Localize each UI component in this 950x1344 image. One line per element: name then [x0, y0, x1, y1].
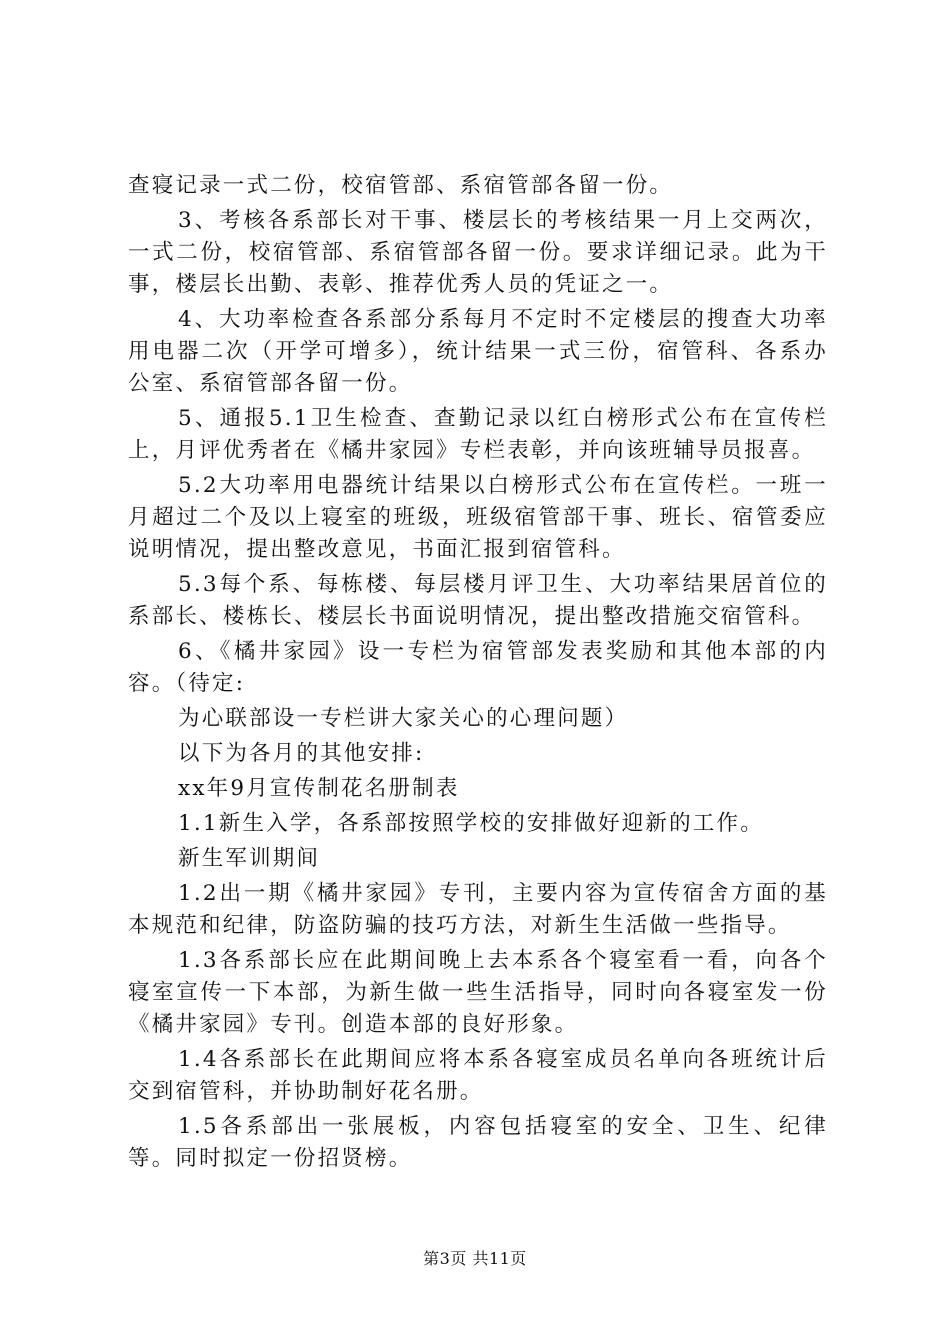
paragraph-3: 4、大功率检查各系部分系每月不定时不定楼层的搜查大功率用电器二次（开学可增多），统计结果一式三份，宿管科、各系办公室、系宿管部各留一份。: [128, 307, 828, 396]
paragraph-2: 3、考核各系部长对干事、楼层长的考核结果一月上交两次，一式二份，校宿管部、系宿管部各留一份。要求详细记录。此为干事，楼层长出勤、表彰、推荐优秀人员的凭证之一。: [128, 208, 828, 297]
paragraph-13: 1.2出一期《橘井家园》专刊，主要内容为宣传宿舍方面的基本规范和纪律，防盗防骗的技巧方法，对新生生活做一些指导。: [128, 881, 828, 938]
paragraph-12: 新生军训期间: [178, 846, 321, 871]
paragraph-6: 5.3每个系、每栋楼、每层楼月评卫生、大功率结果居首位的系部长、楼栋长、楼层长书面说明情况，提出整改措施交宿管科。: [128, 572, 828, 629]
paragraph-7: 6、《橘井家园》设一专栏为宿管部发表奖励和其他本部的内容。（待定:: [128, 639, 828, 696]
paragraph-5: 5.2大功率用电器统计结果以白榜形式公布在宣传栏。一班一月超过二个及以上寝室的班级，班级宿管部干事、班长、宿管委应说明情况，提出整改意见，书面汇报到宿管科。: [128, 473, 828, 562]
paragraph-4: 5、通报5.1卫生检查、查勤记录以红白榜形式公布在宣传栏上，月评优秀者在《橘井家园》专栏表彰，并向该班辅导员报喜。: [128, 406, 828, 463]
paragraph-1: 查寝记录一式二份，校宿管部、系宿管部各留一份。: [128, 173, 674, 198]
paragraph-10: xx年9月宣传制花名册制表: [178, 776, 460, 801]
paragraph-8: 为心联部设一专栏讲大家关心的心理问题）: [178, 706, 629, 731]
paragraph-9: 以下为各月的其他安排:: [178, 741, 425, 766]
paragraph-16: 1.5各系部出一张展板，内容包括寝室的安全、卫生、纪律等。同时拟定一份招贤榜。: [128, 1114, 828, 1171]
document-body: [128, 170, 828, 1178]
paragraph-15: 1.4各系部长在此期间应将本系各寝室成员名单向各班统计后交到宿管科，并协助制好花名册。: [128, 1047, 828, 1104]
paragraph-14: 1.3各系部长应在此期间晚上去本系各个寝室看一看，向各个寝室宣传一下本部，为新生做一些生活指导，同时向各寝室发一份《橘井家园》专刊。创造本部的良好形象。: [128, 948, 828, 1037]
page-footer: [0, 1246, 950, 1269]
paragraph-11: 1.1新生入学，各系部按照学校的安排做好迎新的工作。: [178, 811, 764, 836]
page-number-label: 第3页 共11页: [423, 1249, 527, 1268]
